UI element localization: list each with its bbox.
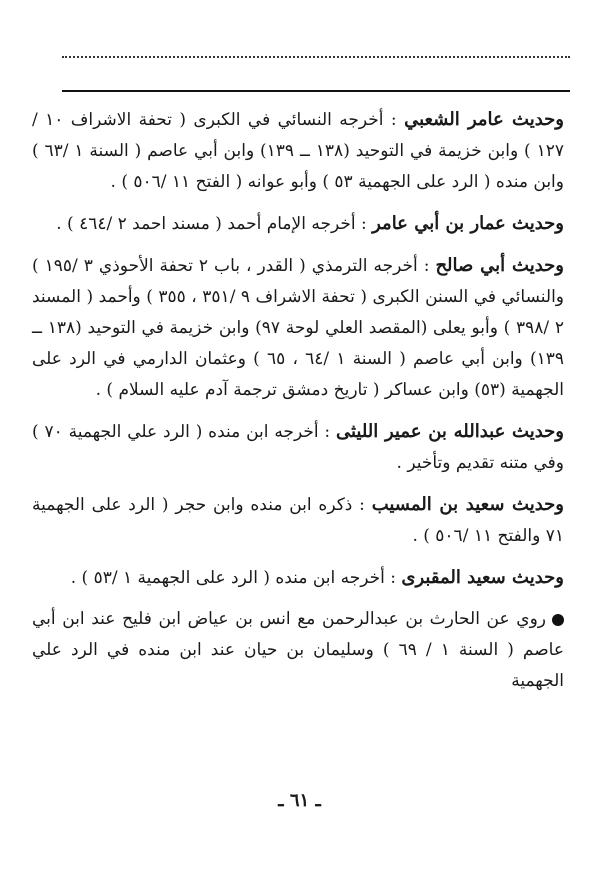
bullet-icon [552, 614, 564, 626]
header-dotted-rule [62, 56, 570, 58]
hadith-lead: وحديث أبي صالح [435, 255, 564, 276]
hadith-lead: وحديث عبدالله بن عمير الليثى [335, 421, 564, 442]
hadith-citation: : أخرجه ابن منده ( الرد علي الجهمية ٧٠ ) وفي متنه تقديم وتأخير . [32, 422, 564, 473]
hadith-lead: وحديث سعيد بن المسيب [371, 494, 564, 515]
hadith-lead: وحديث عامر الشعبي [404, 109, 564, 130]
bullet-paragraph [32, 604, 564, 697]
header-solid-rule [62, 90, 570, 92]
hadith-paragraph-abu-salih [32, 250, 564, 406]
hadith-paragraph-amir [32, 104, 564, 198]
hadith-lead: وحديث عمار بن أبي عامر [372, 213, 564, 234]
bullet-text: روي عن الحارث بن عبدالرحمن مع انس بن عياض ابن فليح عند ابن أبي عاصم ( السنة ١ / ٦٩ ) وسليمان بن حيان عند ابن منده في الرد علي الجهمية [32, 609, 564, 691]
hadith-citation: : ذكره ابن منده وابن حجر ( الرد على الجهمية ٧١ والفتح ١١ /٥٠٦ ) . [32, 495, 564, 546]
hadith-paragraph-ammar [32, 208, 564, 240]
hadith-paragraph-abdullah [32, 416, 564, 479]
hadith-paragraph-said-maqbari [32, 562, 564, 594]
page-number: ـ ٦١ ـ [278, 790, 321, 811]
hadith-citation: : أخرجه الإمام أحمد ( مسند احمد ٢ /٤٦٤ ) . [56, 214, 373, 234]
hadith-lead: وحديث سعيد المقبرى [401, 567, 564, 588]
hadith-citation: : أخرجه النسائي في الكبرى ( تحفة الاشراف ١٠ /١٢٧ ) وابن خزيمة في التوحيد (١٣٨ ــ ١٣٩) وابن أبي عاصم ( السنة ١ /٦٣ ) وابن منده ( الرد على الجهمية ٥٣ ) وأبو عوانه ( الفتح ١١ /٥٠٦ ) . [32, 110, 564, 192]
page-body [32, 104, 564, 707]
hadith-citation: : أخرجه ابن منده ( الرد على الجهمية ١ /٥٣ ) . [70, 568, 402, 588]
hadith-citation: : أخرجه الترمذي ( القدر ، باب ٢ تحفة الأحوذي ٣ /١٩٥ ) والنسائي في السنن الكبرى ( تحفة الاشراف ٩ /٣٥١ ، ٣٥٥ ) وأحمد ( المسند ٢ /٣٩٨ ) وأبو يعلى (المقصد العلي لوحة ٩٧) وابن خزيمة في التوحيد (١٣٨ ــ ١٣٩) وابن أبي عاصم ( السنة ١ /٦٤ ، ٦٥ ) وعثمان الدارمي في الرد على الجهمية (٥٣) وابن عساكر ( تاريخ دمشق ترجمة آدم عليه السلام ) . [32, 256, 565, 400]
hadith-paragraph-said-musayyib [32, 489, 564, 552]
